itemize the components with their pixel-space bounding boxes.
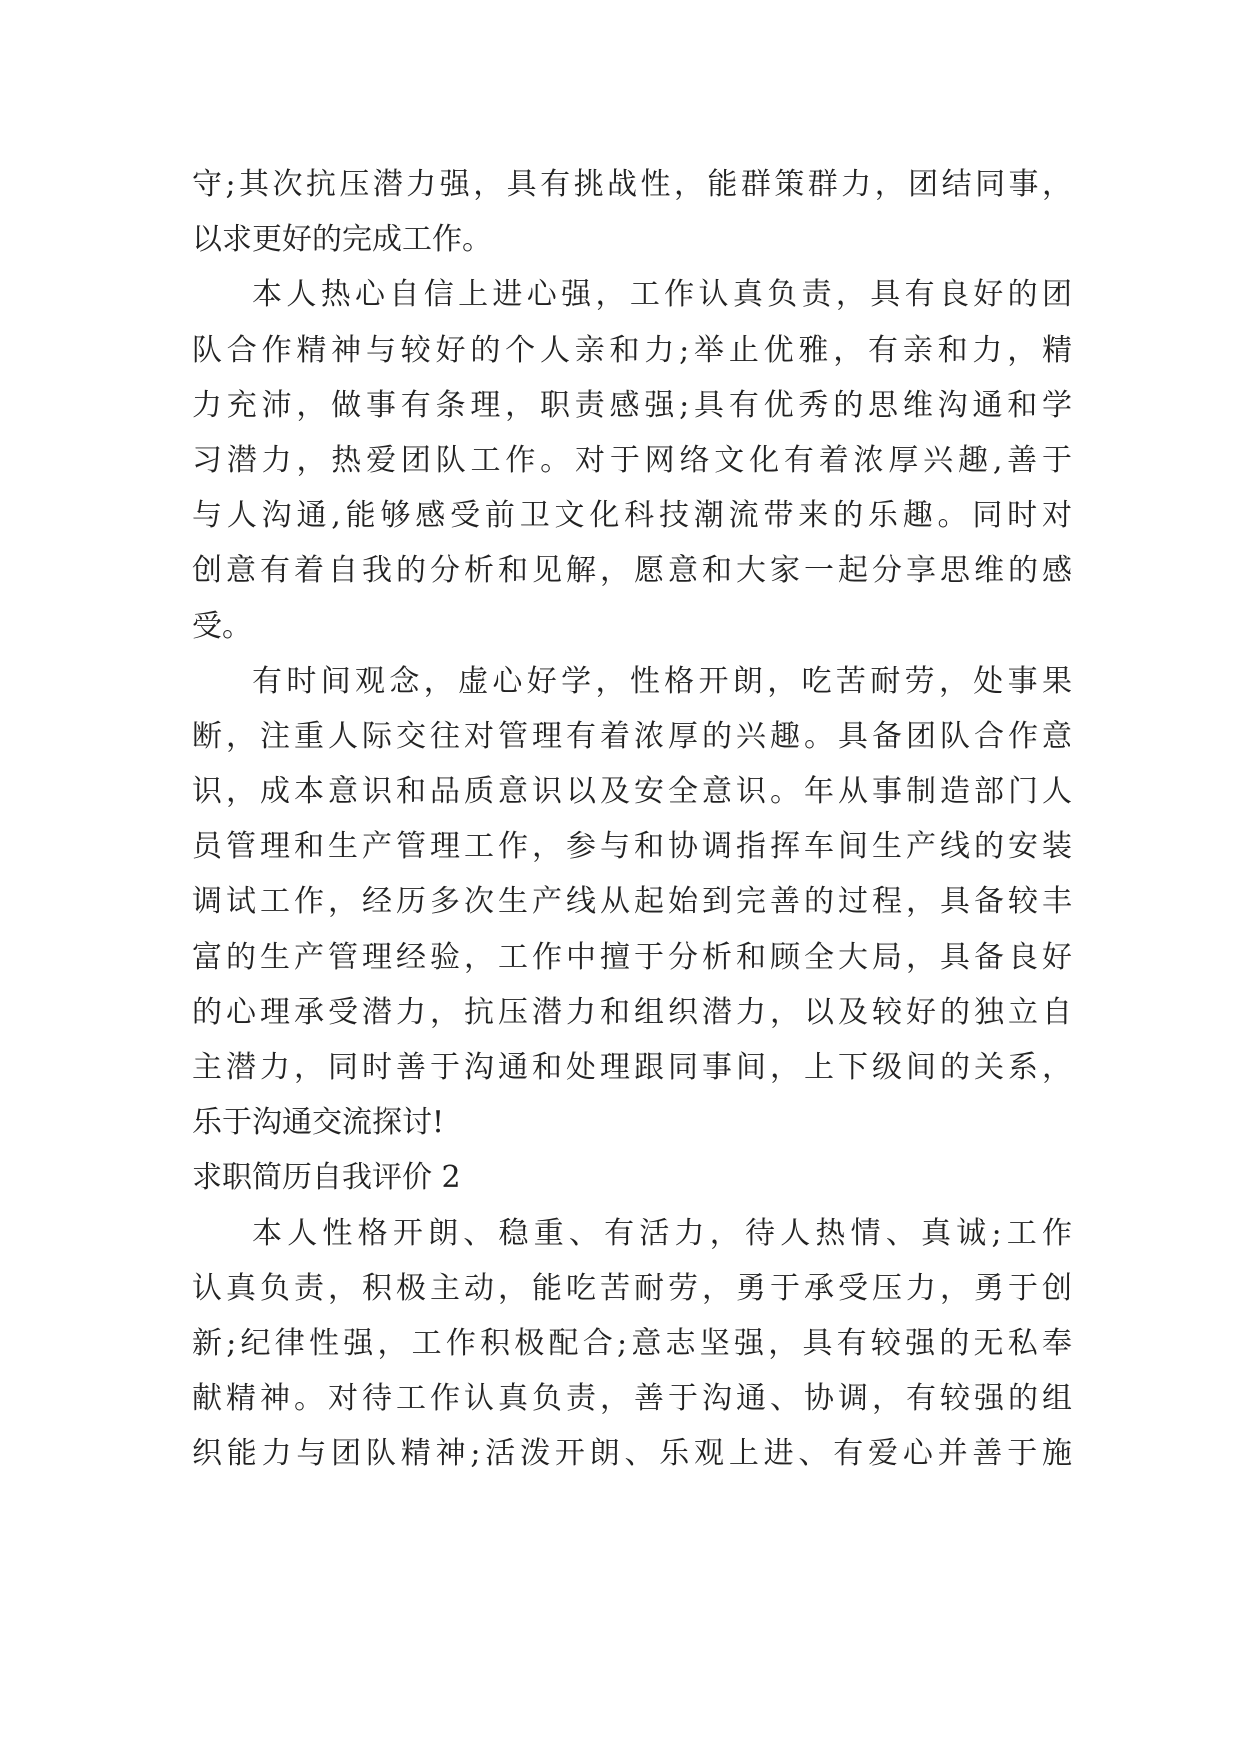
- body-text-line: 主潜力，同时善于沟通和处理跟同事间，上下级间的关系，: [192, 1050, 1072, 1085]
- body-text-line: 本人热心自信上进心强，工作认真负责，具有良好的团: [252, 277, 1072, 313]
- body-text-line: 力充沛，做事有条理，职责感强;具有优秀的思维沟通和学: [192, 387, 1072, 423]
- body-text-line: 习潜力，热爱团队工作。对于网络文化有着浓厚兴趣,善于: [192, 442, 1072, 478]
- body-text-line: 员管理和生产管理工作，参与和协调指挥车间生产线的安装: [192, 829, 1072, 865]
- body-text-line: 织能力与团队精神;活泼开朗、乐观上进、有爱心并善于施: [192, 1436, 1072, 1472]
- body-text-line: 富的生产管理经验，工作中擅于分析和顾全大局，具备良好: [192, 939, 1072, 975]
- body-text-line: 认真负责，积极主动，能吃苦耐劳，勇于承受压力，勇于创: [192, 1270, 1072, 1306]
- section-heading: 求职简历自我评价 2: [192, 1160, 461, 1196]
- body-text-line: 创意有着自我的分析和见解，愿意和大家一起分享思维的感: [192, 553, 1072, 589]
- body-text-line: 与人沟通,能够感受前卫文化科技潮流带来的乐趣。同时对: [192, 498, 1072, 534]
- body-text-line: 乐于沟通交流探讨!: [192, 1105, 445, 1141]
- document-body: [192, 157, 1072, 1482]
- body-text-line: 以求更好的完成工作。: [192, 222, 492, 258]
- body-text-line: 新;纪律性强，工作积极配合;意志坚强，具有较强的无私奉: [192, 1325, 1072, 1361]
- body-text-line: 的心理承受潜力，抗压潜力和组织潜力，以及较好的独立自: [192, 994, 1072, 1030]
- body-text-line: 受。: [192, 608, 252, 644]
- body-text-line: 断，注重人际交往对管理有着浓厚的兴趣。具备团队合作意: [192, 718, 1072, 754]
- body-text-line: 献精神。对待工作认真负责，善于沟通、协调，有较强的组: [192, 1381, 1072, 1417]
- body-text-line: 守;其次抗压潜力强，具有挑战性，能群策群力，团结同事，: [192, 167, 1072, 202]
- body-text-line: 有时间观念，虚心好学，性格开朗，吃苦耐劳，处事果: [252, 663, 1072, 699]
- body-text-line: 本人性格开朗、稳重、有活力，待人热情、真诚;工作: [252, 1215, 1072, 1251]
- body-text-line: 调试工作，经历多次生产线从起始到完善的过程，具备较丰: [192, 884, 1072, 920]
- body-text-line: 识，成本意识和品质意识以及安全意识。年从事制造部门人: [192, 774, 1072, 810]
- body-text-line: 队合作精神与较好的个人亲和力;举止优雅，有亲和力，精: [192, 332, 1072, 368]
